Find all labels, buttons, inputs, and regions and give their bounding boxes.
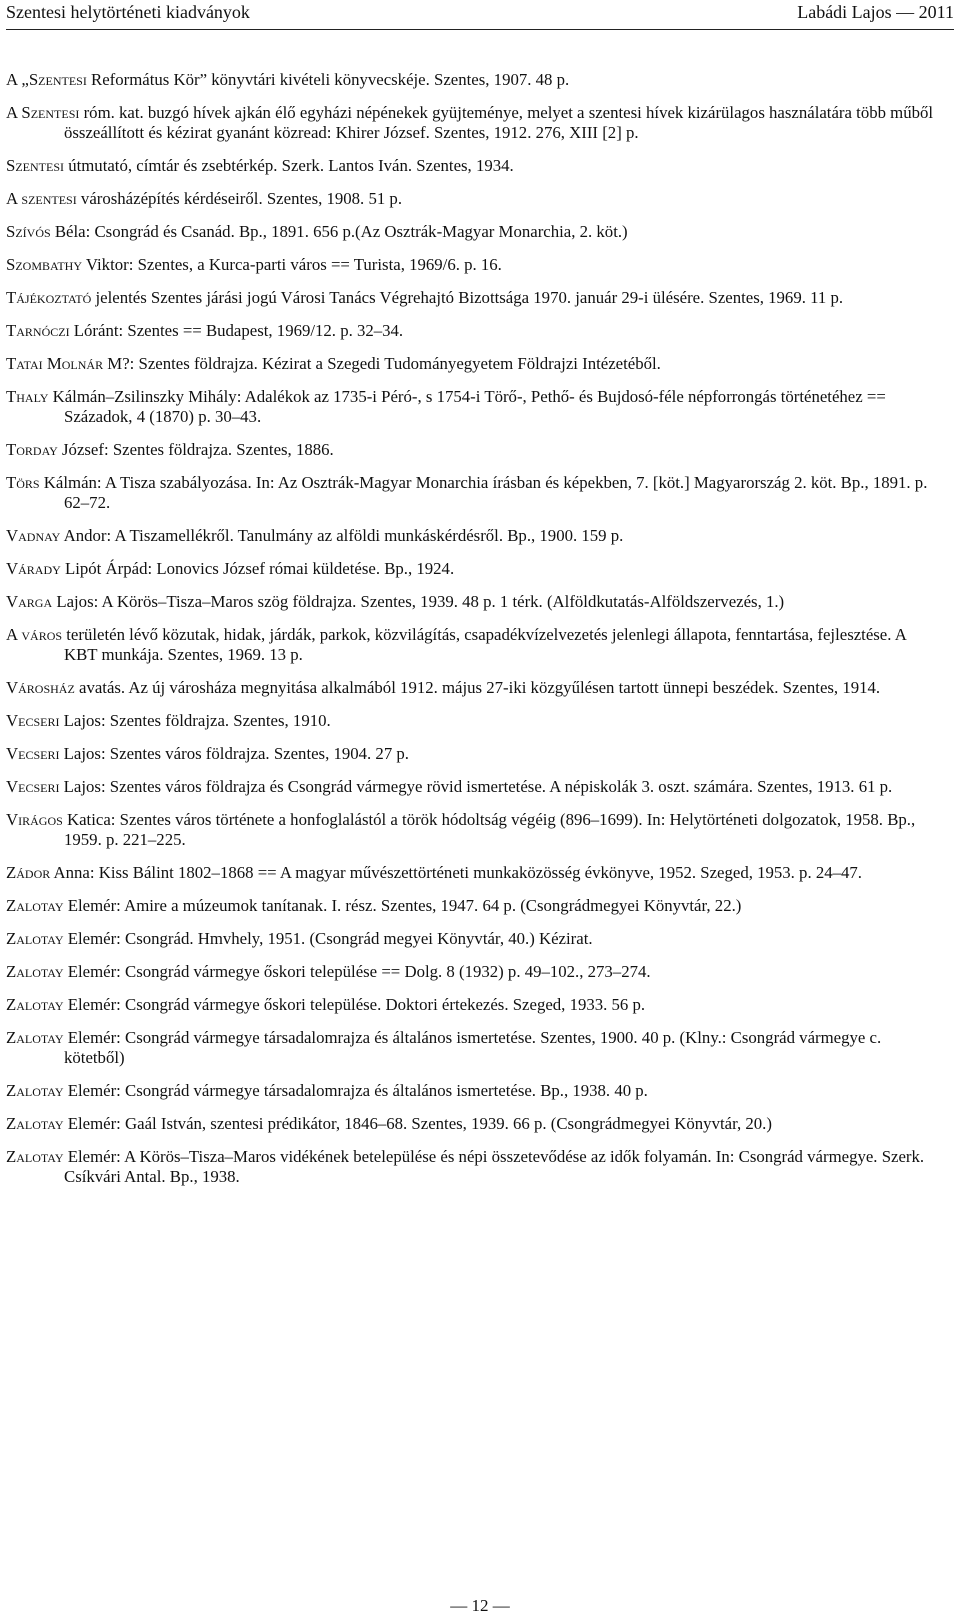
bibliography-entry: Városház avatás. Az új városháza megnyitása alkalmából 1912. május 27-iki közgyűlésen tartott ünnepi beszédek. Szentes, 1914. — [6, 678, 881, 697]
bibliography-list — [6, 70, 940, 1200]
bibliography-entry: Vecseri Lajos: Szentes földrajza. Szentes, 1910. — [6, 711, 331, 730]
bibliography-entry: Vecseri Lajos: Szentes város földrajza. Szentes, 1904. 27 p. — [6, 744, 409, 763]
bibliography-entry: A „Szentesi Református Kör” könyvtári kivételi könyvecskéje. Szentes, 1907. 48 p. — [6, 70, 570, 89]
bibliography-entry: Szentesi útmutató, címtár és zsebtérkép. Szerk. Lantos Iván. Szentes, 1934. — [6, 156, 514, 175]
bibliography-entry: Zalotay Elemér: Csongrád vármegye őskori települése == Dolg. 8 (1932) p. 49–102., 273–274. — [6, 962, 651, 981]
bibliography-entry: A szentesi városházépítés kérdéseiről. Szentes, 1908. 51 p. — [6, 189, 403, 208]
bibliography-entry: A város területén lévő közutak, hidak, járdák, parkok, közvilágítás, csapadékvízelvezetés jelenlegi állapota, fenntartása, fejlesztése. A KBT munkája. Szentes, 1969. 13 p. — [6, 625, 906, 664]
header-author-year: Labádi Lajos — 2011 — [797, 2, 954, 22]
bibliography-entry: Tatai Molnár M?: Szentes földrajza. Kézirat a Szegedi Tudományegyetem Földrajzi Intézetéből. — [6, 354, 661, 373]
bibliography-entry: Szombathy Viktor: Szentes, a Kurca-parti város == Turista, 1969/6. p. 16. — [6, 255, 502, 274]
running-header — [6, 0, 954, 30]
bibliography-entry: Virágos Katica: Szentes város története a honfoglalástól a török hódoltság végéig (896–1699). In: Helytörténeti dolgozatok, 1958. Bp., 1959. p. 221–225. — [6, 810, 916, 849]
bibliography-entry: Tájékoztató jelentés Szentes járási jogú Városi Tanács Végrehajtó Bizottsága 1970. január 29-i ülésére. Szentes, 1969. 11 p. — [6, 288, 844, 307]
bibliography-entry: Zalotay Elemér: Csongrád vármegye társadalomrajza és általános ismertetése. Szentes, 1900. 40 p. (Klny.: Csongrád vármegye c. kötetből) — [6, 1028, 882, 1067]
bibliography-entry: Várady Lipót Árpád: Lonovics József római küldetése. Bp., 1924. — [6, 559, 455, 578]
bibliography-entry: Zádor Anna: Kiss Bálint 1802–1868 == A magyar művészettörténeti munkaközösség évkönyve, 1952. Szeged, 1953. p. 24–47. — [6, 863, 862, 882]
bibliography-entry: Szívós Béla: Csongrád és Csanád. Bp., 1891. 656 p.(Az Osztrák-Magyar Monarchia, 2. köt.) — [6, 222, 628, 241]
bibliography-entry: Vadnay Andor: A Tiszamellékről. Tanulmány az alföldi munkáskérdésről. Bp., 1900. 159 p. — [6, 526, 624, 545]
bibliography-entry: Zalotay Elemér: Csongrád. Hmvhely, 1951. (Csongrád megyei Könyvtár, 40.) Kézirat. — [6, 929, 593, 948]
bibliography-entry: Vecseri Lajos: Szentes város földrajza és Csongrád vármegye rövid ismertetése. A népiskolák 3. oszt. számára. Szentes, 1913. 61 p. — [6, 777, 893, 796]
bibliography-entry: Torday József: Szentes földrajza. Szentes, 1886. — [6, 440, 334, 459]
page-number: — 12 — — [450, 1596, 510, 1615]
bibliography-entry: Thaly Kálmán–Zsilinszky Mihály: Adalékok az 1735-i Péró-, s 1754-i Törő-, Pethő- és Bujdosó-féle népforrongás történetéhez == Századok, 4 (1870) p. 30–43. — [6, 387, 886, 426]
bibliography-entry: Tarnóczi Lóránt: Szentes == Budapest, 1969/12. p. 32–34. — [6, 321, 404, 340]
bibliography-entry: Zalotay Elemér: Csongrád vármegye őskori települése. Doktori értekezés. Szeged, 1933. 56 p. — [6, 995, 646, 1014]
bibliography-entry: Zalotay Elemér: A Körös–Tisza–Maros vidékének betelepülése és népi összetevődése az idők folyamán. In: Csongrád vármegye. Szerk. Csíkvári Antal. Bp., 1938. — [6, 1147, 925, 1186]
bibliography-entry: A Szentesi róm. kat. buzgó hívek ajkán élő egyházi népénekek gyüjteménye, melyet a szentesi hívek kizárülagos használatára több műből összeállított és kézirat gyanánt közread: Khirer József. Szentes, 1912. 276, XIII [2] p. — [6, 103, 934, 142]
bibliography-entry: Zalotay Elemér: Gaál István, szentesi prédikátor, 1846–68. Szentes, 1939. 66 p. (Csongrádmegyei Könyvtár, 20.) — [6, 1114, 772, 1133]
bibliography-entry: Zalotay Elemér: Amire a múzeumok tanítanak. I. rész. Szentes, 1947. 64 p. (Csongrádmegyei Könyvtár, 22.) — [6, 896, 742, 915]
header-series-title: Szentesi helytörténeti kiadványok — [6, 2, 250, 22]
bibliography-entry: Zalotay Elemér: Csongrád vármegye társadalomrajza és általános ismertetése. Bp., 1938. 40 p. — [6, 1081, 648, 1100]
bibliography-entry: Törs Kálmán: A Tisza szabályozása. In: Az Osztrák-Magyar Monarchia írásban és képekben, 7. [köt.] Magyarország 2. köt. Bp., 1891. p. 62–72. — [6, 473, 928, 512]
bibliography-entry: Varga Lajos: A Körös–Tisza–Maros szög földrajza. Szentes, 1939. 48 p. 1 térk. (Alföldkutatás-Alföldszervezés, 1.) — [6, 592, 785, 611]
